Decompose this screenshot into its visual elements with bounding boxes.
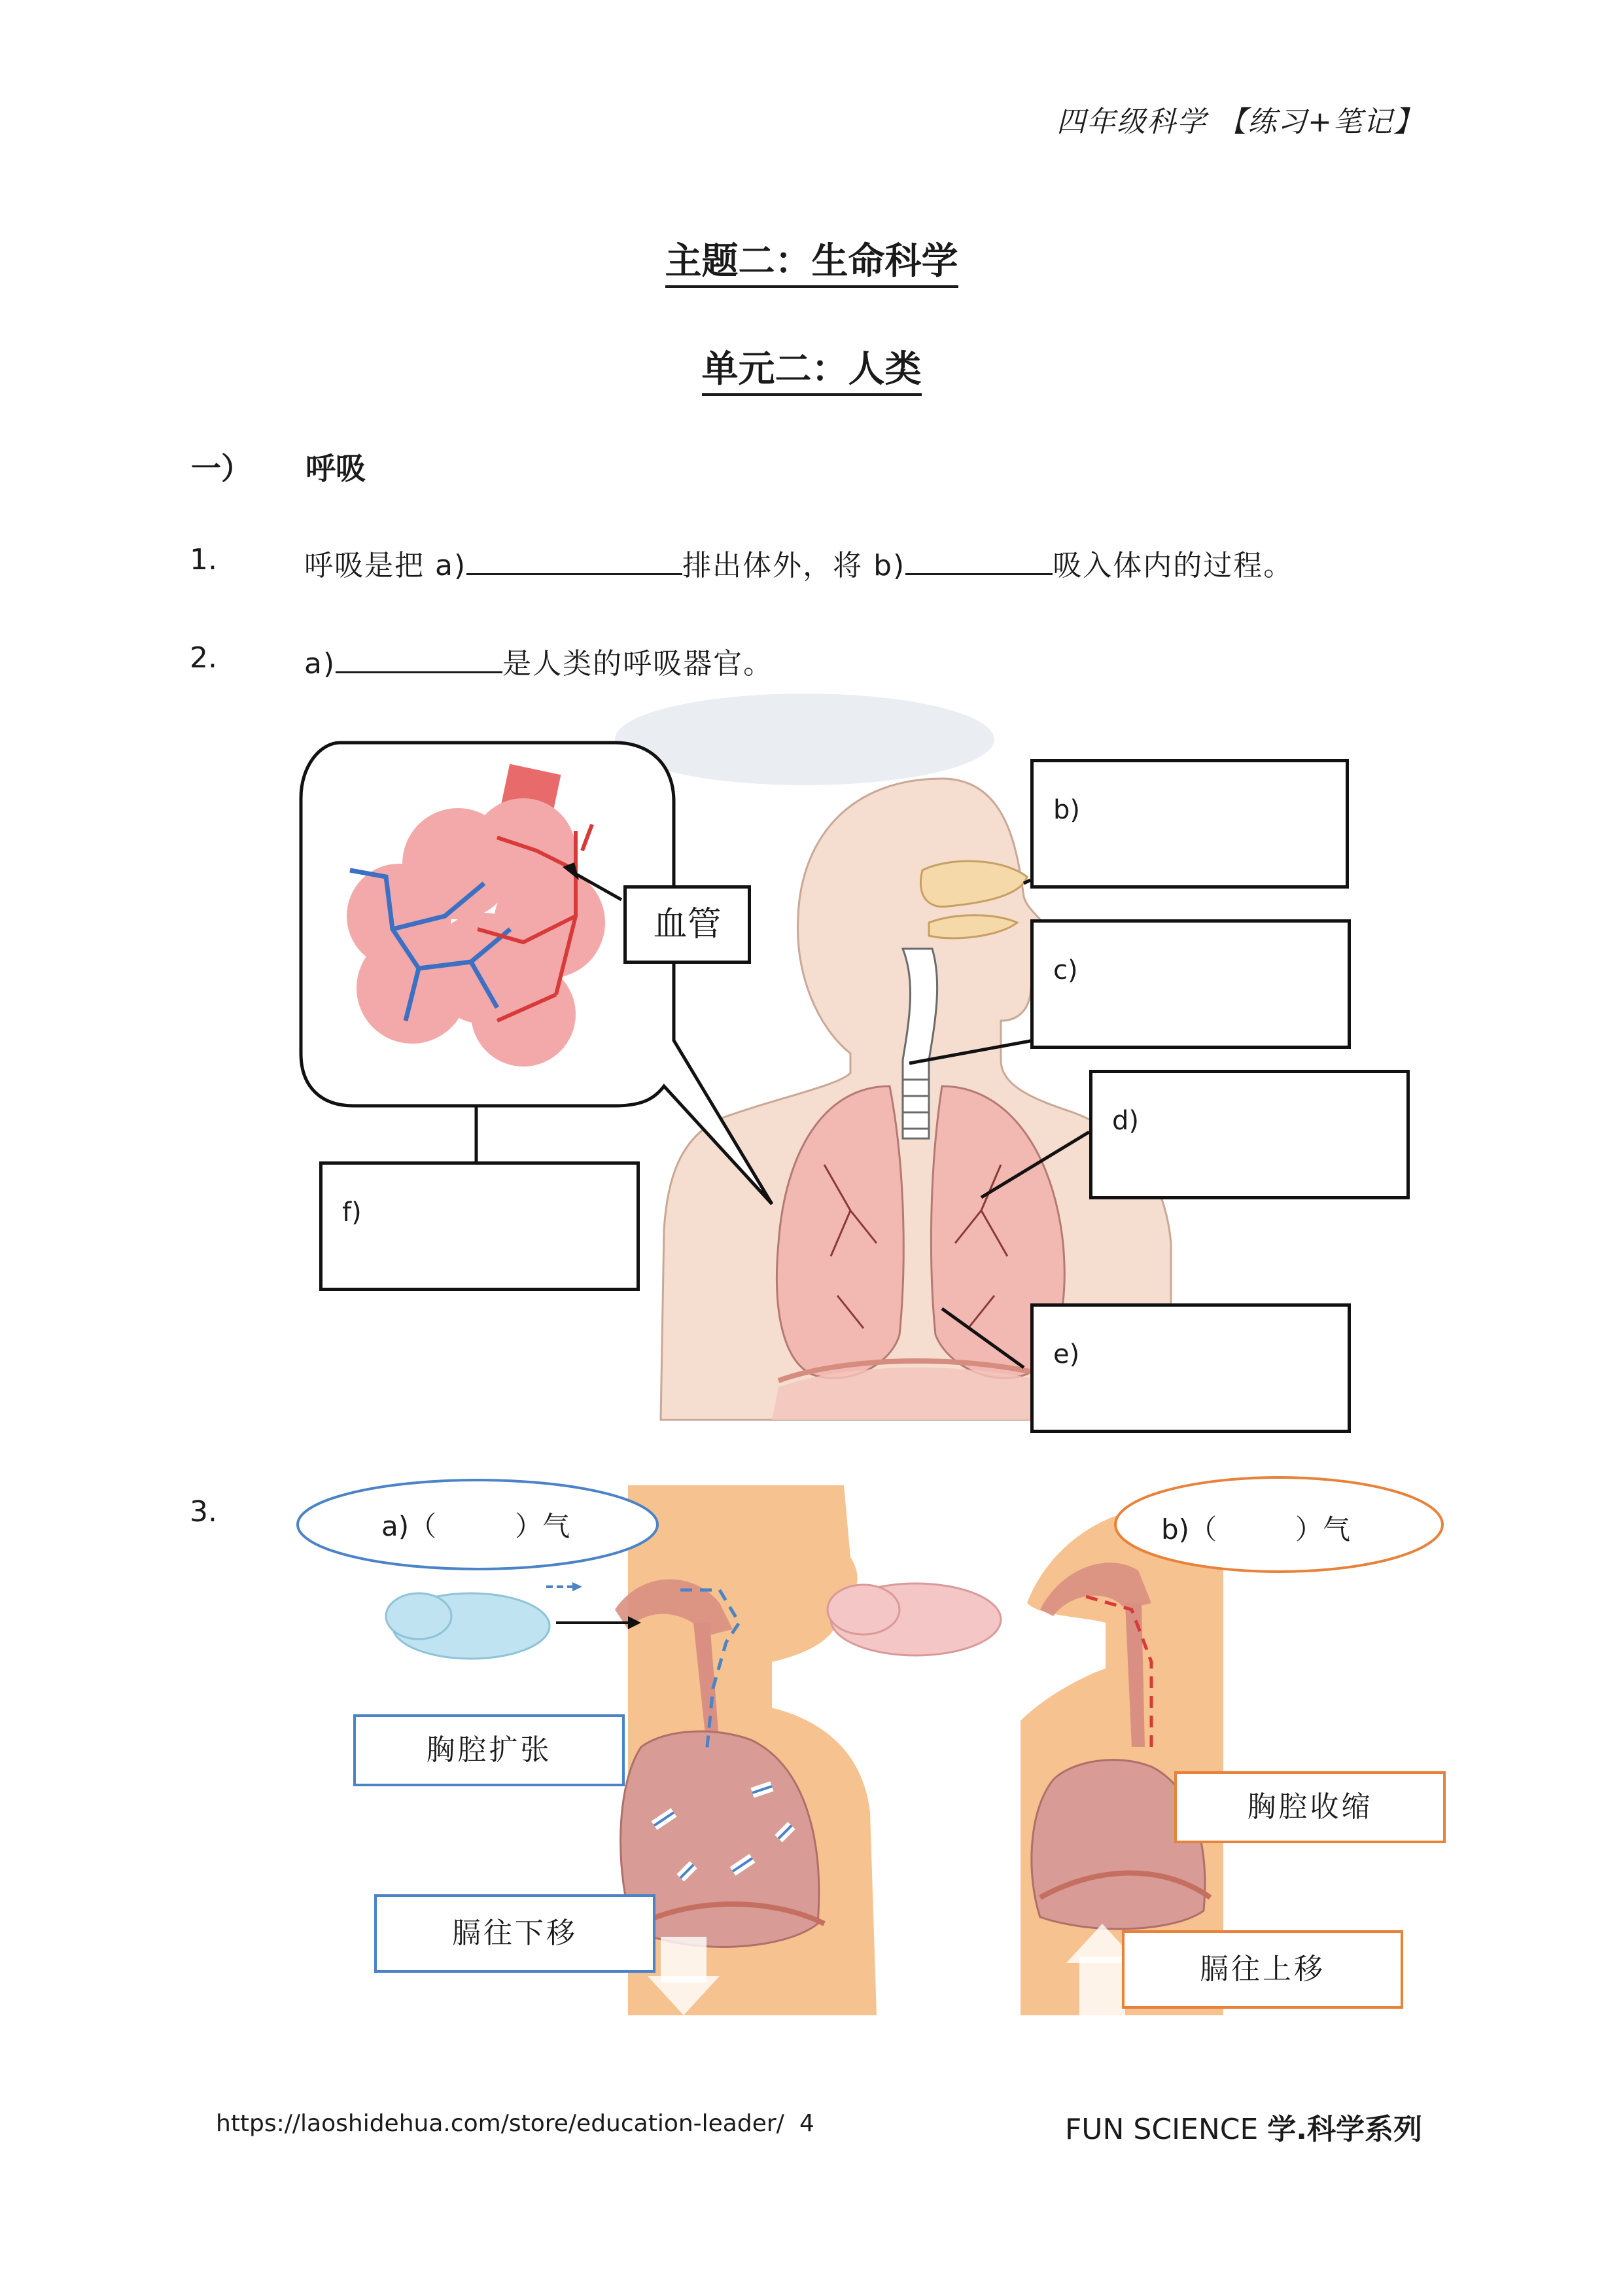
diaphragm-up-label: 膈往上移 xyxy=(1122,1930,1403,2009)
unit-title-text: 单元二：人类 xyxy=(702,348,922,396)
label-e-text: e) xyxy=(1053,1339,1080,1369)
exhale-oval-text xyxy=(1161,1508,1350,1547)
chest-expand-label: 胸腔扩张 xyxy=(353,1714,625,1786)
section-number: 一） xyxy=(191,451,251,486)
inhale-oval-suffix: ）气 xyxy=(515,1510,570,1542)
exhale-oval-prefix: b)（ xyxy=(1161,1513,1217,1545)
q2-part-b: 是人类的呼吸器官。 xyxy=(502,647,774,680)
label-f-text: f) xyxy=(342,1197,362,1227)
q1-part-b: 排出体外，将 b) xyxy=(682,549,906,582)
q2-part-a: a) xyxy=(304,647,336,680)
label-b-text: b) xyxy=(1053,795,1080,825)
blood-vessel-tag: 血管 xyxy=(623,885,751,964)
faint-watermark xyxy=(615,694,994,785)
exhale-oval-blank[interactable] xyxy=(1217,1515,1295,1539)
label-box-d[interactable] xyxy=(1089,1070,1410,1199)
label-box-b[interactable] xyxy=(1030,759,1349,889)
chest-contract-label: 胸腔收缩 xyxy=(1174,1771,1446,1843)
inhale-oval-text xyxy=(381,1505,570,1544)
inhale-oval-blank[interactable] xyxy=(436,1512,515,1536)
exhale-air-cloud xyxy=(828,1583,1001,1655)
inhale-oval-prefix: a)（ xyxy=(381,1510,437,1542)
q1-part-a: 呼吸是把 a) xyxy=(304,549,467,582)
question-1-number: 1. xyxy=(190,543,217,576)
diaphragm-down-label: 膈往下移 xyxy=(374,1894,655,1973)
label-box-e[interactable] xyxy=(1030,1303,1351,1433)
page-number: 4 xyxy=(799,2110,814,2137)
footer-brand-latin: FUN SCIENCE xyxy=(1065,2113,1259,2146)
inhale-air-cloud xyxy=(386,1582,641,1659)
q1-part-c: 吸入体内的过程。 xyxy=(1053,549,1294,582)
footer-brand-cn: 学.科学系列 xyxy=(1267,2113,1422,2146)
section-label: 呼吸 xyxy=(305,451,366,486)
question-2-number: 2. xyxy=(190,641,217,675)
exhale-oval-suffix: ）气 xyxy=(1295,1513,1351,1545)
label-c-text: c) xyxy=(1053,955,1078,985)
header-tag: 四年级科学 【练习+笔记】 xyxy=(1056,105,1423,139)
diaphragm xyxy=(772,1361,1073,1420)
topic-title-text: 主题二：生命科学 xyxy=(665,240,958,288)
question-3-number: 3. xyxy=(190,1495,217,1528)
footer-url[interactable]: https://laoshidehua.com/store/education-leader/ xyxy=(216,2110,784,2137)
label-box-c[interactable] xyxy=(1030,919,1351,1049)
label-d-text: d) xyxy=(1112,1106,1139,1136)
footer-brand xyxy=(1065,2106,1422,2147)
label-box-f[interactable] xyxy=(319,1161,640,1291)
